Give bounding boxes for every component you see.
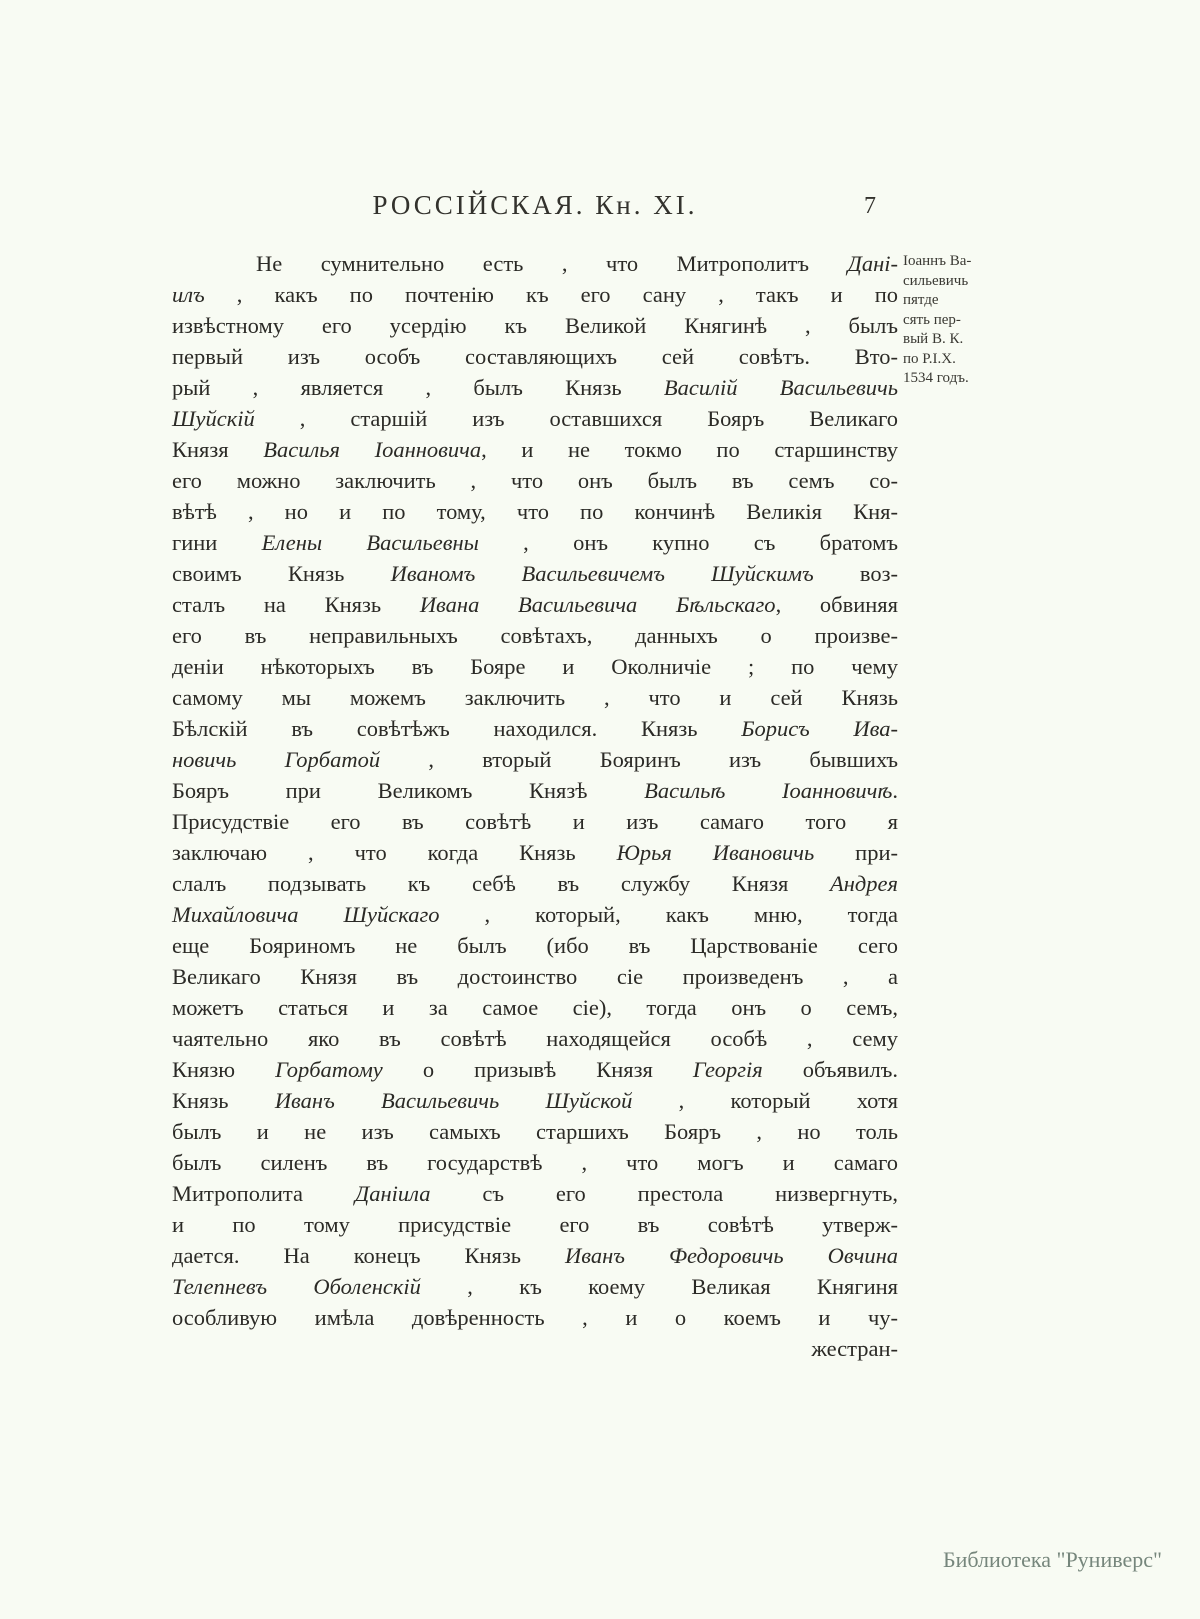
- text-line: [172, 341, 898, 372]
- italic-name-segment: Иванъ Васильевичь Шуйской: [274, 1088, 633, 1113]
- text-segment: былъ и не изъ самыхъ старшихъ Бояръ , но толь: [172, 1119, 898, 1144]
- text-segment: , онъ купно съ братомъ: [478, 530, 899, 555]
- text-segment: чаятельно яко въ совѣтѣ находящейся особѣ , сему: [172, 1026, 898, 1051]
- text-line: [172, 465, 898, 496]
- text-segment: Великаго Князя въ достоинство сіе произведенъ , а: [172, 964, 898, 989]
- margin-note-line: Іоаннъ Ва-: [903, 253, 972, 269]
- text-line: [172, 651, 898, 682]
- italic-name-segment: Васильѣ Іоанновичѣ: [644, 778, 893, 803]
- text-segment: извѣстному его усердію къ Великой Княгинѣ , былъ: [172, 313, 898, 338]
- italic-name-segment: Иванъ Федоровичь Овчина: [565, 1243, 898, 1268]
- text-segment: и по тому присудствіе его въ совѣтѣ утверж-: [172, 1212, 898, 1237]
- text-line: [172, 868, 898, 899]
- page-number: 7: [864, 193, 876, 219]
- italic-name-segment: Юрья Ивановичь: [616, 840, 815, 865]
- text-segment: его можно заключить , что онъ былъ въ семъ со-: [172, 468, 898, 493]
- text-line: [172, 1116, 898, 1147]
- italic-name-segment: Ивана Васильевича Бѣльскаго: [419, 592, 776, 617]
- text-line: [172, 403, 898, 434]
- text-segment: съ его престола низвергнуть,: [430, 1181, 899, 1206]
- text-segment: слалъ подзывать къ себѣ въ службу Князя: [172, 871, 831, 896]
- text-segment: гини: [172, 530, 262, 555]
- text-segment: , вторый Бояринъ изъ бывшихъ: [380, 747, 898, 772]
- text-line: [172, 682, 898, 713]
- text-segment: воз-: [813, 561, 898, 586]
- italic-name-segment: Георгія: [692, 1057, 763, 1082]
- text-line: [172, 837, 898, 868]
- text-line: [172, 1178, 898, 1209]
- text-segment: о призывѣ Князя: [382, 1057, 693, 1082]
- text-line: [172, 1054, 898, 1085]
- text-segment: , и не токмо по старшинству: [481, 437, 898, 462]
- text-segment: особливую имѣла довѣренность , и о коемъ и чу-: [172, 1305, 898, 1330]
- margin-note-line: пятде: [903, 292, 939, 308]
- text-segment: объявилъ.: [762, 1057, 898, 1082]
- text-segment: самому мы можемъ заключить , что и сей Князь: [172, 685, 898, 710]
- italic-name-segment: Шуйскій: [172, 406, 255, 431]
- text-segment: еще Бояриномъ не былъ (ибо въ Царствованіе сего: [172, 933, 898, 958]
- text-segment: Князь: [172, 1088, 275, 1113]
- text-line: [172, 1085, 898, 1116]
- margin-note-line: вый В. К.: [903, 331, 964, 347]
- text-line: [172, 558, 898, 589]
- text-line: [172, 372, 898, 403]
- running-title: РОССІЙСКАЯ. Кн. XI.: [372, 190, 698, 220]
- text-segment: рый , является , былъ Князь: [172, 375, 664, 400]
- body-text: [172, 248, 898, 1364]
- text-segment: былъ силенъ въ государствѣ , что могъ и самаго: [172, 1150, 898, 1175]
- text-line: [172, 744, 898, 775]
- text-segment: , обвиняя: [775, 592, 898, 617]
- italic-name-segment: Борисъ Ива-: [741, 716, 899, 741]
- text-segment: , къ коему Великая Княгиня: [420, 1274, 898, 1299]
- text-segment: Бояръ при Великомъ Князѣ: [172, 778, 645, 803]
- text-line: [172, 1209, 898, 1240]
- library-watermark: Библиотека "Руниверс": [942, 1547, 1162, 1572]
- italic-name-segment: Михайловича Шуйскаго: [172, 902, 440, 927]
- text-line: [172, 620, 898, 651]
- text-segment: , который, какъ мню, тогда: [439, 902, 898, 927]
- text-segment: сталъ на Князь: [172, 592, 420, 617]
- text-line: [172, 992, 898, 1023]
- text-line: [172, 1023, 898, 1054]
- italic-name-segment: Горбатому: [275, 1057, 383, 1082]
- text-segment: Князя: [172, 437, 264, 462]
- italic-name-segment: Дані-: [847, 251, 898, 276]
- text-line: [172, 899, 898, 930]
- text-segment: первый изъ особъ составляющихъ сей совѣтъ. Вто-: [172, 344, 898, 369]
- italic-name-segment: Василья Іоанновича: [263, 437, 482, 462]
- text-segment: жестран-: [811, 1336, 898, 1361]
- text-line: [172, 496, 898, 527]
- text-segment: Присудствіе его въ совѣтѣ и изъ самаго того я: [172, 809, 898, 834]
- text-line: [172, 589, 898, 620]
- text-line: [172, 961, 898, 992]
- italic-name-segment: Василій Васильевичь: [663, 375, 898, 400]
- text-line: [172, 1271, 898, 1302]
- italic-name-segment: Андрея: [830, 871, 898, 896]
- text-segment: деніи нѣкоторыхъ въ Бояре и Околничіе ; по чему: [172, 654, 898, 679]
- text-segment: заключаю , что когда Князь: [172, 840, 617, 865]
- text-segment: можетъ статься и за самое сіе), тогда онъ о семъ,: [172, 995, 898, 1020]
- text-line: [172, 713, 898, 744]
- italic-name-segment: Даніила: [354, 1181, 431, 1206]
- text-segment: Князю: [172, 1057, 276, 1082]
- italic-name-segment: илъ: [172, 282, 205, 307]
- text-line: [172, 310, 898, 341]
- text-line: [172, 930, 898, 961]
- text-line: [172, 1302, 898, 1333]
- text-segment: , старшій изъ оставшихся Бояръ Великаго: [254, 406, 898, 431]
- catchword-line: [172, 1333, 898, 1364]
- text-line: [172, 248, 898, 279]
- text-line: [172, 279, 898, 310]
- text-segment: вѣтѣ , но и по тому, что по кончинѣ Великія Кня-: [172, 499, 898, 524]
- margin-note-line: сильевичь: [903, 272, 969, 289]
- text-segment: при-: [814, 840, 899, 865]
- italic-name-segment: Елены Васильевны: [261, 530, 479, 555]
- text-line: [172, 527, 898, 558]
- margin-note: [903, 252, 1013, 389]
- text-segment: Митрополита: [172, 1181, 355, 1206]
- italic-name-segment: Телепневъ Оболенскій: [172, 1274, 421, 1299]
- text-segment: его въ неправильныхъ совѣтахъ, данныхъ о произве-: [172, 623, 898, 648]
- text-segment: Не сумнительно есть , что Митрополитъ: [256, 251, 848, 276]
- text-segment: , который хотя: [632, 1088, 898, 1113]
- text-segment: своимъ Князь: [172, 561, 391, 586]
- margin-note-line: по Р.І.Х.: [903, 350, 956, 367]
- italic-name-segment: новичь Горбатой: [172, 747, 381, 772]
- italic-name-segment: Иваномъ Васильевичемъ Шуйскимъ: [390, 561, 814, 586]
- text-line: [172, 434, 898, 465]
- text-line: [172, 806, 898, 837]
- text-line: [172, 775, 898, 806]
- margin-note-line: сять пер-: [903, 311, 961, 328]
- text-segment: дается. На конецъ Князь: [172, 1243, 565, 1268]
- margin-note-line: 1534 годъ.: [903, 370, 969, 386]
- text-segment: Бѣлскій въ совѣтѣжъ находился. Князь: [172, 716, 742, 741]
- text-segment: , какъ по почтенію къ его сану , такъ и по: [204, 282, 898, 307]
- text-segment: .: [892, 778, 898, 803]
- text-line: [172, 1240, 898, 1271]
- page-header: [172, 190, 898, 232]
- text-line: [172, 1147, 898, 1178]
